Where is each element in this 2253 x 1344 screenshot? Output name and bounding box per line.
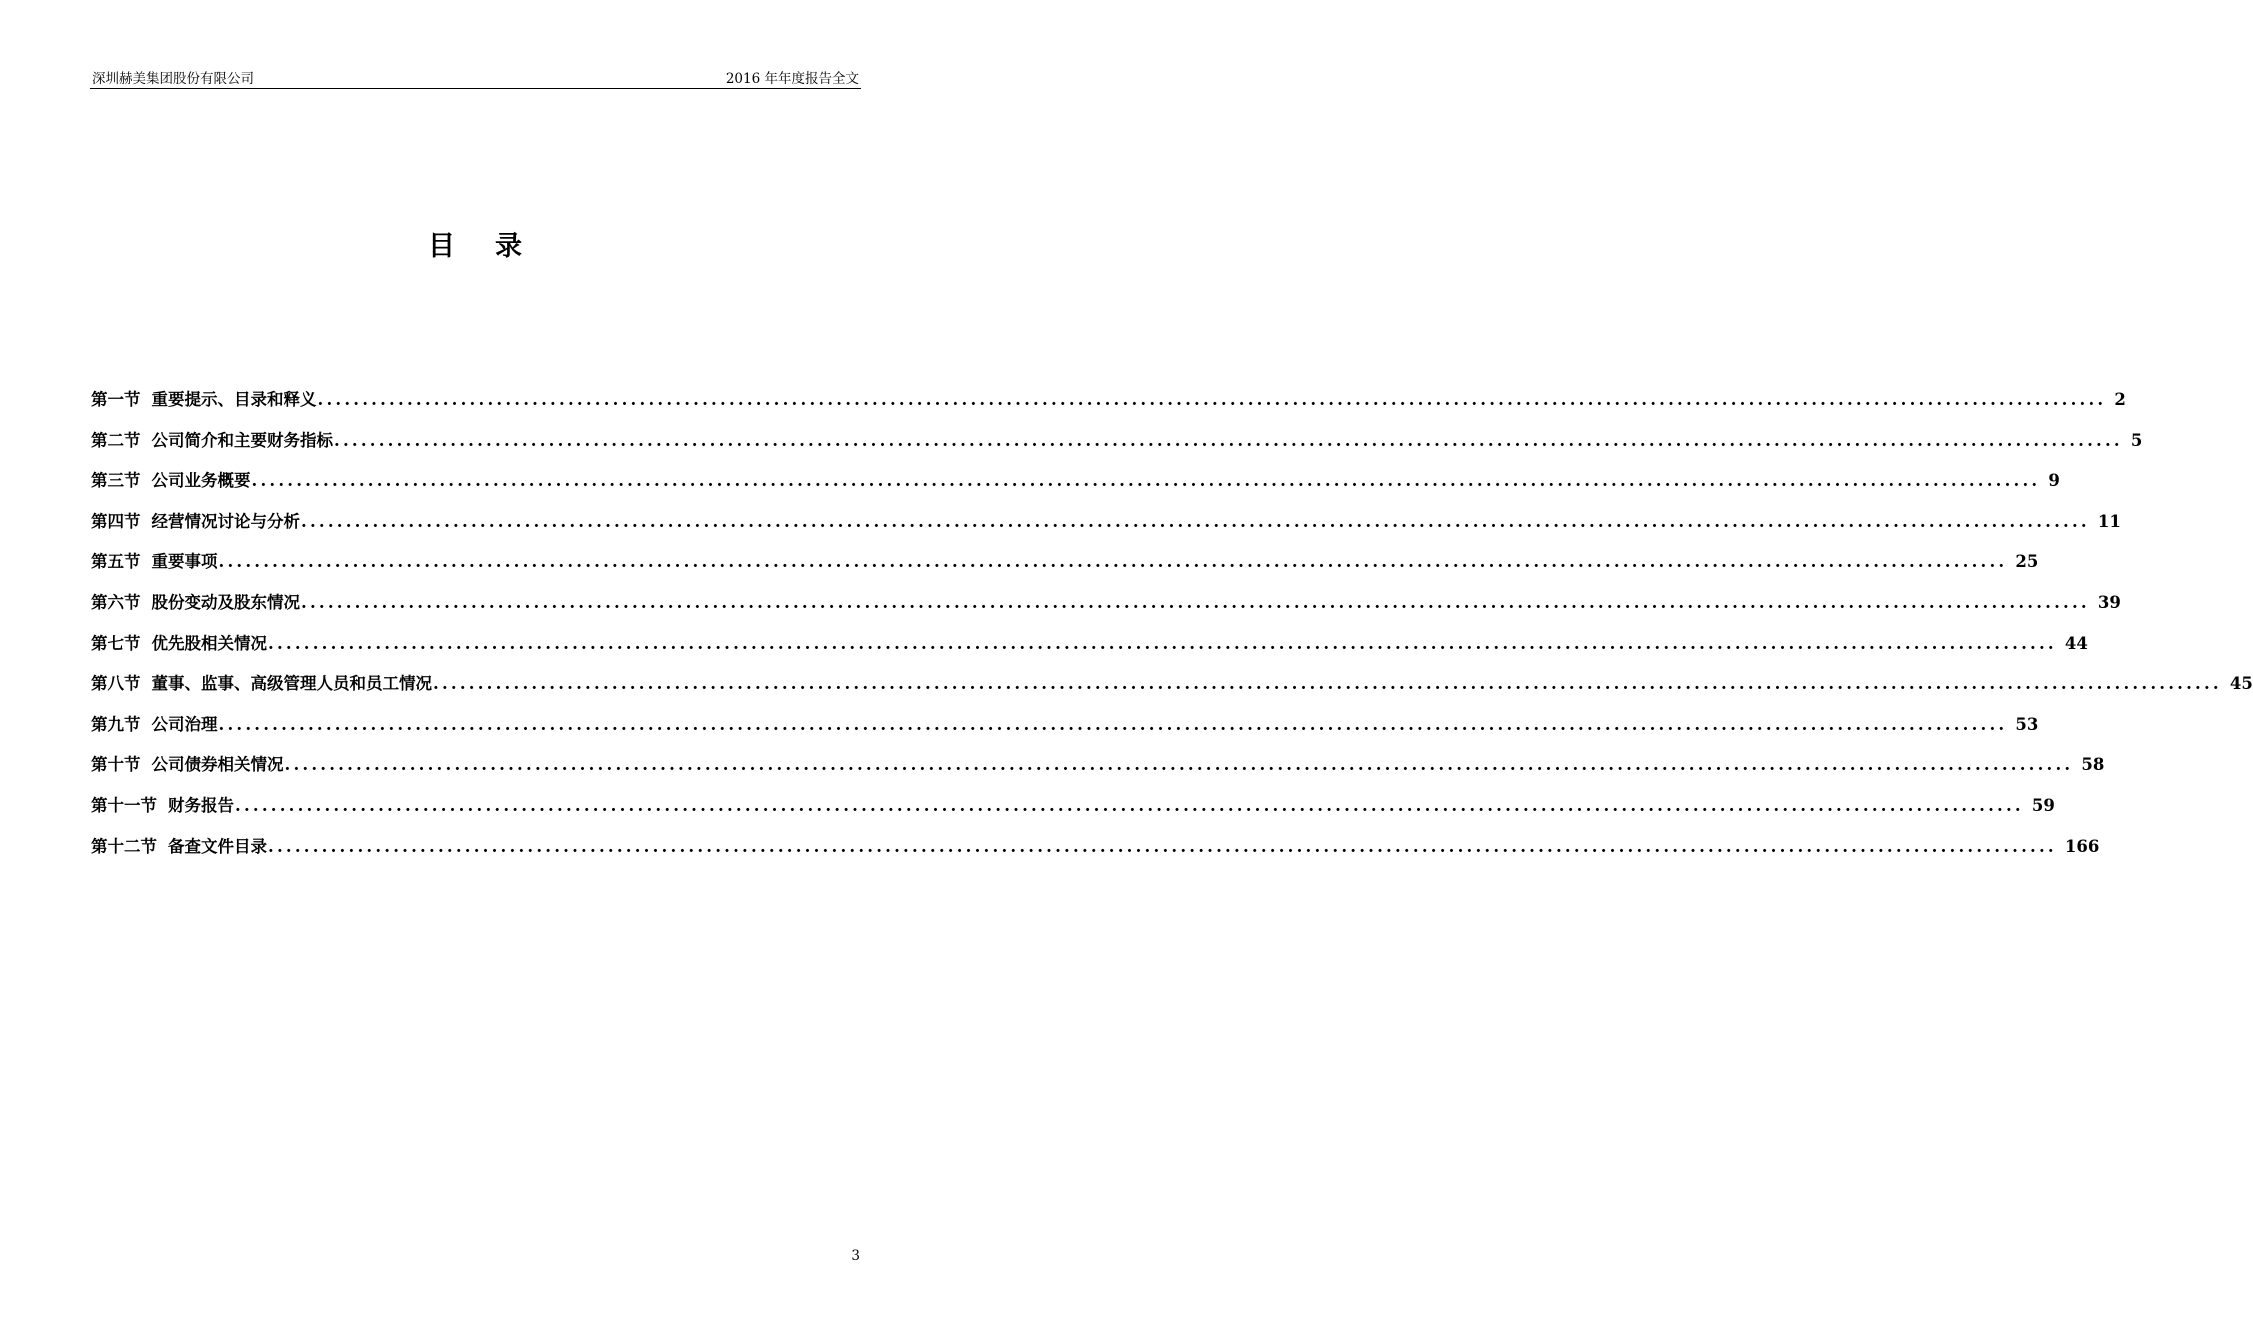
toc-entry-title: 经营情况讨论与分析 [151,511,300,531]
toc-entry-title: 备查文件目录 [168,836,267,856]
toc-entry[interactable] [91,427,2143,468]
toc-leader: ........................................................................................................................................................................................................ [284,755,2074,775]
toc-page: 11 [2097,511,2121,531]
toc-page: 59 [2031,795,2055,815]
toc-section: 第十一节 [91,795,157,815]
toc-section: 第十二节 [91,836,157,856]
toc-section: 第八节 [91,674,141,694]
toc-entry[interactable] [91,589,2121,630]
toc-entry-title: 董事、监事、高级管理人员和员工情况 [151,674,432,694]
toc-leader: ........................................................................................................................................................................................................ [218,714,2008,734]
header-report-title: 2016 年年度报告全文 [725,71,859,87]
page-header [90,64,861,89]
toc-entry[interactable] [91,751,2105,792]
toc-section: 第六节 [91,592,141,612]
toc-entry[interactable] [91,548,2039,589]
header-company: 深圳赫美集团股份有限公司 [92,71,254,87]
toc-leader: ........................................................................................................................................................................................................ [218,552,2008,572]
toc-entry-title: 公司债券相关情况 [151,755,284,775]
toc-section: 第七节 [91,633,141,653]
toc-entry[interactable] [91,833,2100,874]
toc-entry-title: 公司简介和主要财务指标 [151,430,333,450]
toc-entry-title: 财务报告 [168,795,234,815]
toc-entry[interactable] [91,630,2088,671]
toc-page: 58 [2081,755,2105,775]
toc-section: 第二节 [91,430,141,450]
toc-leader: ........................................................................................................................................................................................................ [301,592,2090,612]
toc-leader: ........................................................................................................................................................................................................ [268,633,2057,653]
toc-page: 39 [2097,592,2121,612]
toc-entry-title: 公司业务概要 [151,471,251,491]
toc-entry[interactable] [91,386,2126,427]
toc-entry[interactable] [91,711,2039,752]
table-of-contents [91,386,2253,873]
toc-page: 53 [2015,714,2039,734]
toc-section: 第三节 [91,471,141,491]
toc-section: 第四节 [91,511,141,531]
toc-leader: ........................................................................................................................................................................................................ [317,390,2107,409]
toc-entry-title: 优先股相关情况 [151,633,267,653]
toc-entry-title: 重要事项 [151,552,218,572]
toc-page: 45 [2229,674,2253,694]
toc-page: 5 [2130,430,2143,450]
toc-leader: ........................................................................................................................................................................................................ [268,836,2057,856]
toc-page: 166 [2064,836,2100,856]
toc-leader: ........................................................................................................................................................................................................ [301,511,2090,531]
toc-entry-title: 重要提示、目录和释义 [151,390,317,409]
toc-entry[interactable] [91,467,2060,508]
toc-entry-title: 公司治理 [151,714,218,734]
toc-section: 第十节 [91,755,141,775]
toc-section: 第九节 [91,714,141,734]
toc-page: 9 [2048,471,2060,491]
toc-leader: ........................................................................................................................................................................................................ [334,430,2123,450]
page-number: 3 [851,1248,860,1264]
toc-section: 第五节 [91,552,141,572]
toc-page: 2 [2114,390,2126,409]
toc-entry[interactable] [91,792,2055,833]
toc-page: 25 [2015,552,2039,572]
toc-title: 目录 [428,231,562,262]
toc-entry[interactable] [91,508,2121,549]
toc-page: 44 [2064,633,2088,653]
toc-entry[interactable] [91,670,2253,711]
toc-leader: ........................................................................................................................................................................................................ [251,471,2041,491]
toc-leader: ........................................................................................................................................................................................................ [433,674,2222,694]
toc-section: 第一节 [91,390,141,409]
toc-entry-title: 股份变动及股东情况 [151,592,300,612]
toc-leader: ........................................................................................................................................................................................................ [235,795,2024,815]
